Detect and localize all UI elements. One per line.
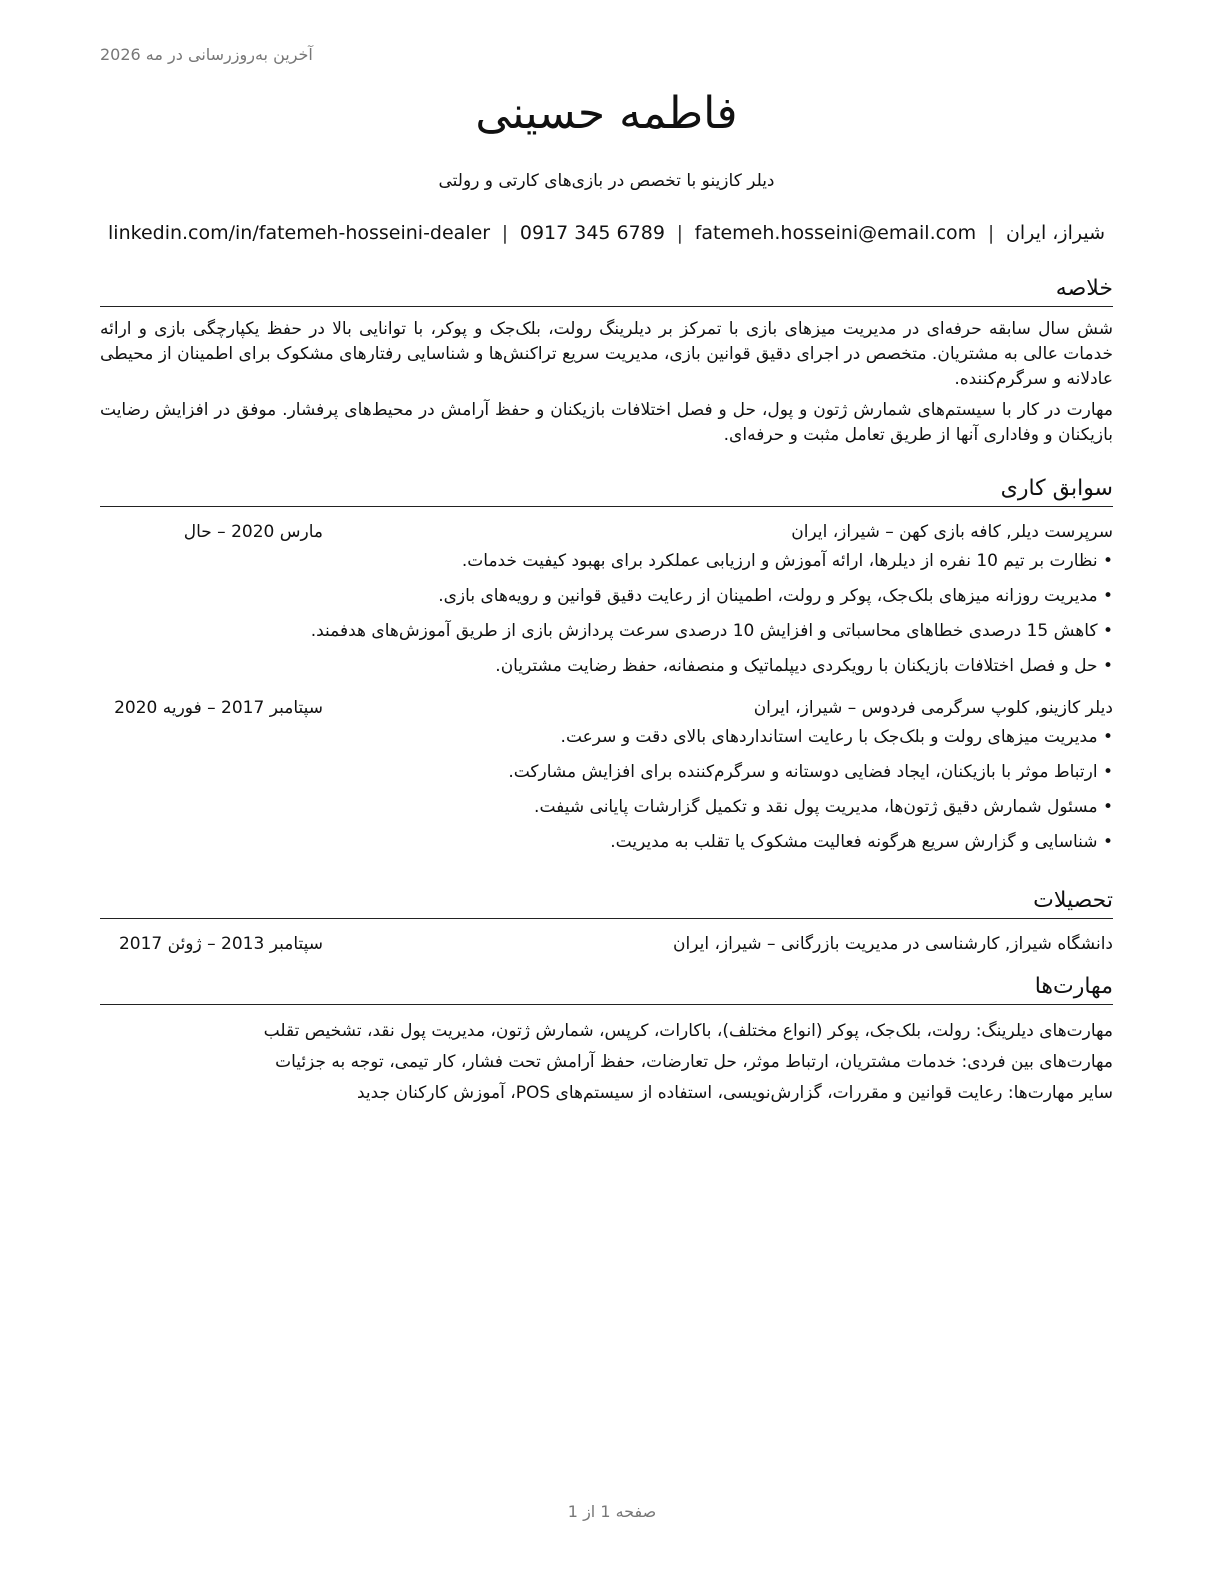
contact-phone[interactable]: 0917 345 6789 <box>519 222 665 244</box>
skills-line: مهارت‌های دیلرینگ: رولت، بلک‌جک، پوکر (انواع مختلف)، باکارات، کرپس، شمارش ژتون، مدیریت پول نقد، تشخیص تقلب <box>263 1021 1113 1041</box>
job-header <box>100 519 1113 545</box>
job-bullet: • کاهش 15 درصدی خطاهای محاسباتی و افزایش 10 درصدی سرعت پردازش بازی از طریق آموزش‌های هدفمند. <box>100 618 1113 644</box>
education-dates: سپتامبر 2013 – ژوئن 2017 <box>118 934 323 954</box>
job-bullet: • مسئول شمارش دقیق ژتون‌ها، مدیریت پول نقد و تکمیل گزارشات پایانی شیفت. <box>100 794 1113 820</box>
contact-email[interactable]: fatemeh.hosseini@email.com <box>694 222 977 244</box>
job-bullet: • مدیریت میزهای رولت و بلک‌جک با رعایت استانداردهای بالای دقت و سرعت. <box>100 724 1113 750</box>
summary-paragraph: شش سال سابقه حرفه‌ای در مدیریت میزهای بازی با تمرکز بر دیلرینگ رولت، بلک‌جک و پوکر، با توانایی بالا در حفظ یکپارچگی بازی و ارائه خدمات عالی به مشتریان. متخصص در اجرای دقیق قوانین بازی، مدیریت سریع تراکنش‌ها و شناسایی رفتارهای مشکوک برای اطمینان از محیطی عادلانه و سرگرم‌کننده. <box>100 319 1113 389</box>
job-entry <box>100 695 1113 855</box>
job-bullet: • ارتباط موثر با بازیکنان، ایجاد فضایی دوستانه و سرگرم‌کننده برای افزایش مشارکت. <box>100 759 1113 785</box>
job-bullet: • نظارت بر تیم 10 نفره از دیلرها، ارائه آموزش و ارزیابی عملکرد برای بهبود کیفیت خدمات. <box>100 548 1113 574</box>
contact-line <box>100 222 1113 244</box>
education-degree: دانشگاه شیراز, کارشناسی در مدیریت بازرگانی – شیراز، ایران <box>673 934 1113 954</box>
skills-list <box>100 1017 1113 1107</box>
summary-paragraph: مهارت در کار با سیستم‌های شمارش ژتون و پول، حل و فصل اختلافات بازیکنان و حفظ آرامش در محیط‌های پرفشار. موفق در افزایش رضایت بازیکنان و وفاداری آنها از طریق تعامل مثبت و حرفه‌ای. <box>100 400 1113 445</box>
job-bullets <box>100 548 1113 679</box>
job-header <box>100 695 1113 721</box>
page-footer: صفحه 1 از 1 <box>567 1502 657 1521</box>
skills-line: سایر مهارت‌ها: رعایت قوانین و مقررات، گزارش‌نویسی، استفاده از سیستم‌های POS، آموزش کارکنان جدید <box>356 1083 1113 1103</box>
summary-title: خلاصه <box>100 274 1113 307</box>
skills-section <box>100 972 1113 1110</box>
job-role: دیلر کازینو, کلوپ سرگرمی فردوس – شیراز، ایران <box>753 698 1113 718</box>
experience-title: سوابق کاری <box>100 474 1113 507</box>
job-bullets <box>100 724 1113 855</box>
job-dates: مارس 2020 – حال <box>183 522 323 542</box>
contact-location: شیراز، ایران <box>1005 222 1105 244</box>
contact-separator: | <box>676 222 683 244</box>
skills-title: مهارت‌ها <box>100 972 1113 1005</box>
job-entry <box>100 519 1113 679</box>
job-bullet: • مدیریت روزانه میزهای بلک‌جک، پوکر و رولت، اطمینان از رعایت دقیق قوانین و رویه‌های بازی. <box>100 583 1113 609</box>
contact-linkedin[interactable]: linkedin.com/in/fatemeh-hosseini-dealer <box>108 222 491 244</box>
job-bullet: • حل و فصل اختلافات بازیکنان با رویکردی دیپلماتیک و منصفانه، حفظ رضایت مشتریان. <box>100 653 1113 679</box>
education-entry <box>100 931 1113 957</box>
job-role: سرپرست دیلر, کافه بازی کهن – شیراز، ایران <box>791 522 1113 542</box>
job-dates: سپتامبر 2017 – فوریه 2020 <box>114 698 323 718</box>
experience-section <box>100 474 1113 864</box>
skills-line: مهارت‌های بین فردی: خدمات مشتریان، ارتباط موثر، حل تعارضات، حفظ آرامش تحت فشار، کار تیمی، توجه به جزئیات <box>275 1052 1113 1072</box>
summary-section <box>100 274 1113 448</box>
job-bullet: • شناسایی و گزارش سریع هرگونه فعالیت مشکوک یا تقلب به مدیریت. <box>100 829 1113 855</box>
tagline: دیلر کازینو با تخصص در بازی‌های کارتی و رولتی <box>438 171 775 191</box>
person-name: فاطمه حسینی <box>475 88 738 139</box>
education-title: تحصیلات <box>100 886 1113 919</box>
contact-separator: | <box>987 222 995 244</box>
resume-page <box>100 0 1113 1584</box>
education-section <box>100 886 1113 957</box>
contact-separator: | <box>501 222 509 244</box>
last-updated: آخرین به‌روزرسانی در مه 2026 <box>100 45 313 64</box>
